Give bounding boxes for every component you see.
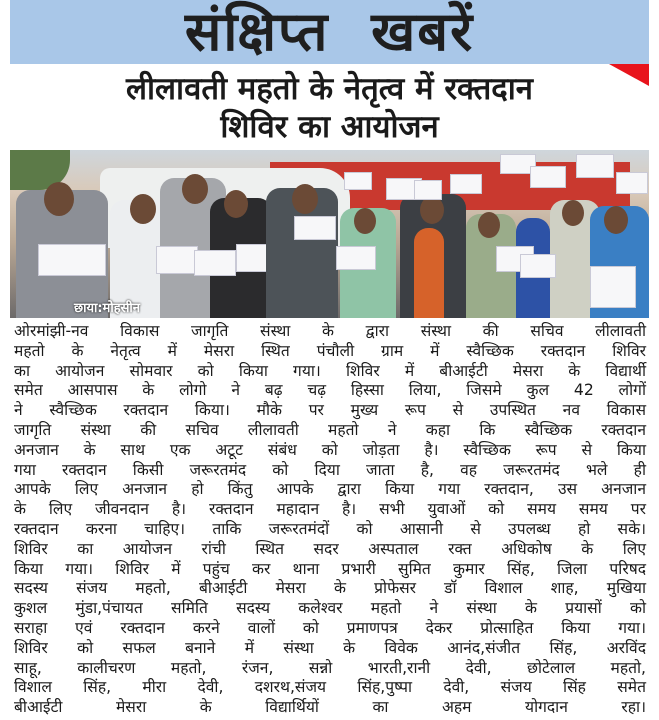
photo-credit: छाया:मोहसीन (74, 301, 140, 316)
article-line: सराहा एवं रक्तदान करने वालों को प्रमाणपत्र देकर प्रोत्साहित किया गया। (14, 618, 646, 637)
article-line: रक्तदान करना चाहिए। ताकि जरूरतमंदों को आसानी से उपलब्ध हो सके। (14, 519, 646, 538)
group-photo (10, 150, 649, 318)
article-line: आपके लिए अनजान हो किंतु आपके द्वारा किया गया रक्तदान, उस अनजान (14, 480, 646, 499)
photo-person-head (182, 174, 208, 204)
article-line: शिविर का आयोजन रांची स्थित सदर अस्पताल रक्त अधिकोष के लिए (14, 539, 646, 558)
photo-certificate (576, 154, 614, 178)
article-line: के लिए जीवनदान है। रक्तदान महादान है। सभी युवाओं को समय समय पर (14, 500, 646, 519)
photo-person-shirt (414, 228, 444, 318)
photo-person-head (604, 206, 628, 234)
article-body (14, 322, 646, 718)
photo-person-head (420, 196, 444, 224)
photo-certificate (194, 250, 236, 276)
photo-certificate (616, 172, 648, 194)
headline-line-1: लीलावती महतो के नेतृत्व में रक्तदान (125, 71, 534, 107)
photo-person-head (354, 208, 376, 234)
photo-person-head (292, 184, 318, 214)
section-banner (10, 0, 649, 64)
photo-person-head (224, 190, 248, 218)
section-title: संक्षिप्त खबरें (184, 0, 475, 63)
headline-line-2: शिविर का आयोजन (220, 109, 439, 145)
article-line: कुशल मुंडा,पंचायत समिति सदस्य कलेश्वर महतो ने संस्था के प्रयासों को (14, 599, 646, 618)
article-line: का आयोजन सोमवार को किया गया। शिविर में बीआईटी मेसरा के विद्यार्थी (14, 361, 646, 380)
article-line: अनजान के साथ एक अटूट संबंध को जोड़ता है। स्वैच्छिक रूप से किया (14, 440, 646, 459)
photo-certificate (450, 174, 482, 194)
article-line: ओरमांझी-नव विकास जागृति संस्था के द्वारा संस्था की सचिव लीलावती (14, 322, 646, 340)
article-line: बीआईटी मेसरा के विद्यार्थियों का अहम योगदान रहा। (14, 698, 646, 717)
article-line: समेत आसपास के लोगो ने बढ़ चढ़ हिस्सा लिया, जिसमे कुल 42 लोगों (14, 381, 646, 400)
photo-person-head (130, 194, 156, 224)
photo-certificate (38, 244, 106, 276)
photo-certificate (414, 180, 442, 200)
article-line: गया रक्तदान किसी जरूरतमंद को दिया जाता है, वह जरूरतमंद भले ही (14, 460, 646, 479)
article-line: साहू, कालीचरण महतो, रंजन, सन्नो भारती,रानी देवी, छोटेलाल महतो, (14, 658, 646, 677)
photo-person-head (44, 182, 74, 216)
article-line: किया गया। शिविर में पहुंच कर थाना प्रभारी सुमित कुमार सिंह, जिला परिषद (14, 559, 646, 578)
article-line: जागृति संस्था की सचिव लीलावती महतो ने कहा कि स्वैच्छिक रक्तदान (14, 420, 646, 439)
photo-certificate (294, 216, 336, 240)
photo-certificate (590, 266, 636, 308)
photo-person-head (478, 212, 500, 238)
photo-certificate (520, 254, 556, 278)
article-line: शिविर को सफल बनाने में संस्था के विवेक आनंद,संजीत सिंह, अरविंद (14, 638, 646, 657)
photo-person-head (562, 200, 584, 226)
photo-certificate (530, 166, 566, 188)
photo-certificate (344, 172, 372, 190)
photo-certificate (336, 246, 376, 270)
photo-certificate (156, 246, 198, 274)
article-headline (0, 70, 659, 146)
article-line: ने स्वैच्छिक रक्तदान किया। मौके पर मुख्य रूप से उपस्थित नव विकास (14, 401, 646, 420)
article-line: विशाल सिंह, मीरा देवी, दशरथ,संजय सिंह,पुष्पा देवी, संजय सिंह समेत (14, 678, 646, 697)
article-line: महतो के नेतृत्व में मेसरा स्थित पंचौली ग्राम में स्वैच्छिक रक्तदान शिविर (14, 341, 646, 360)
article-line: सदस्य संजय महतो, बीआईटी मेसरा के प्रोफेसर डॉ विशाल शाह, मुखिया (14, 579, 646, 598)
